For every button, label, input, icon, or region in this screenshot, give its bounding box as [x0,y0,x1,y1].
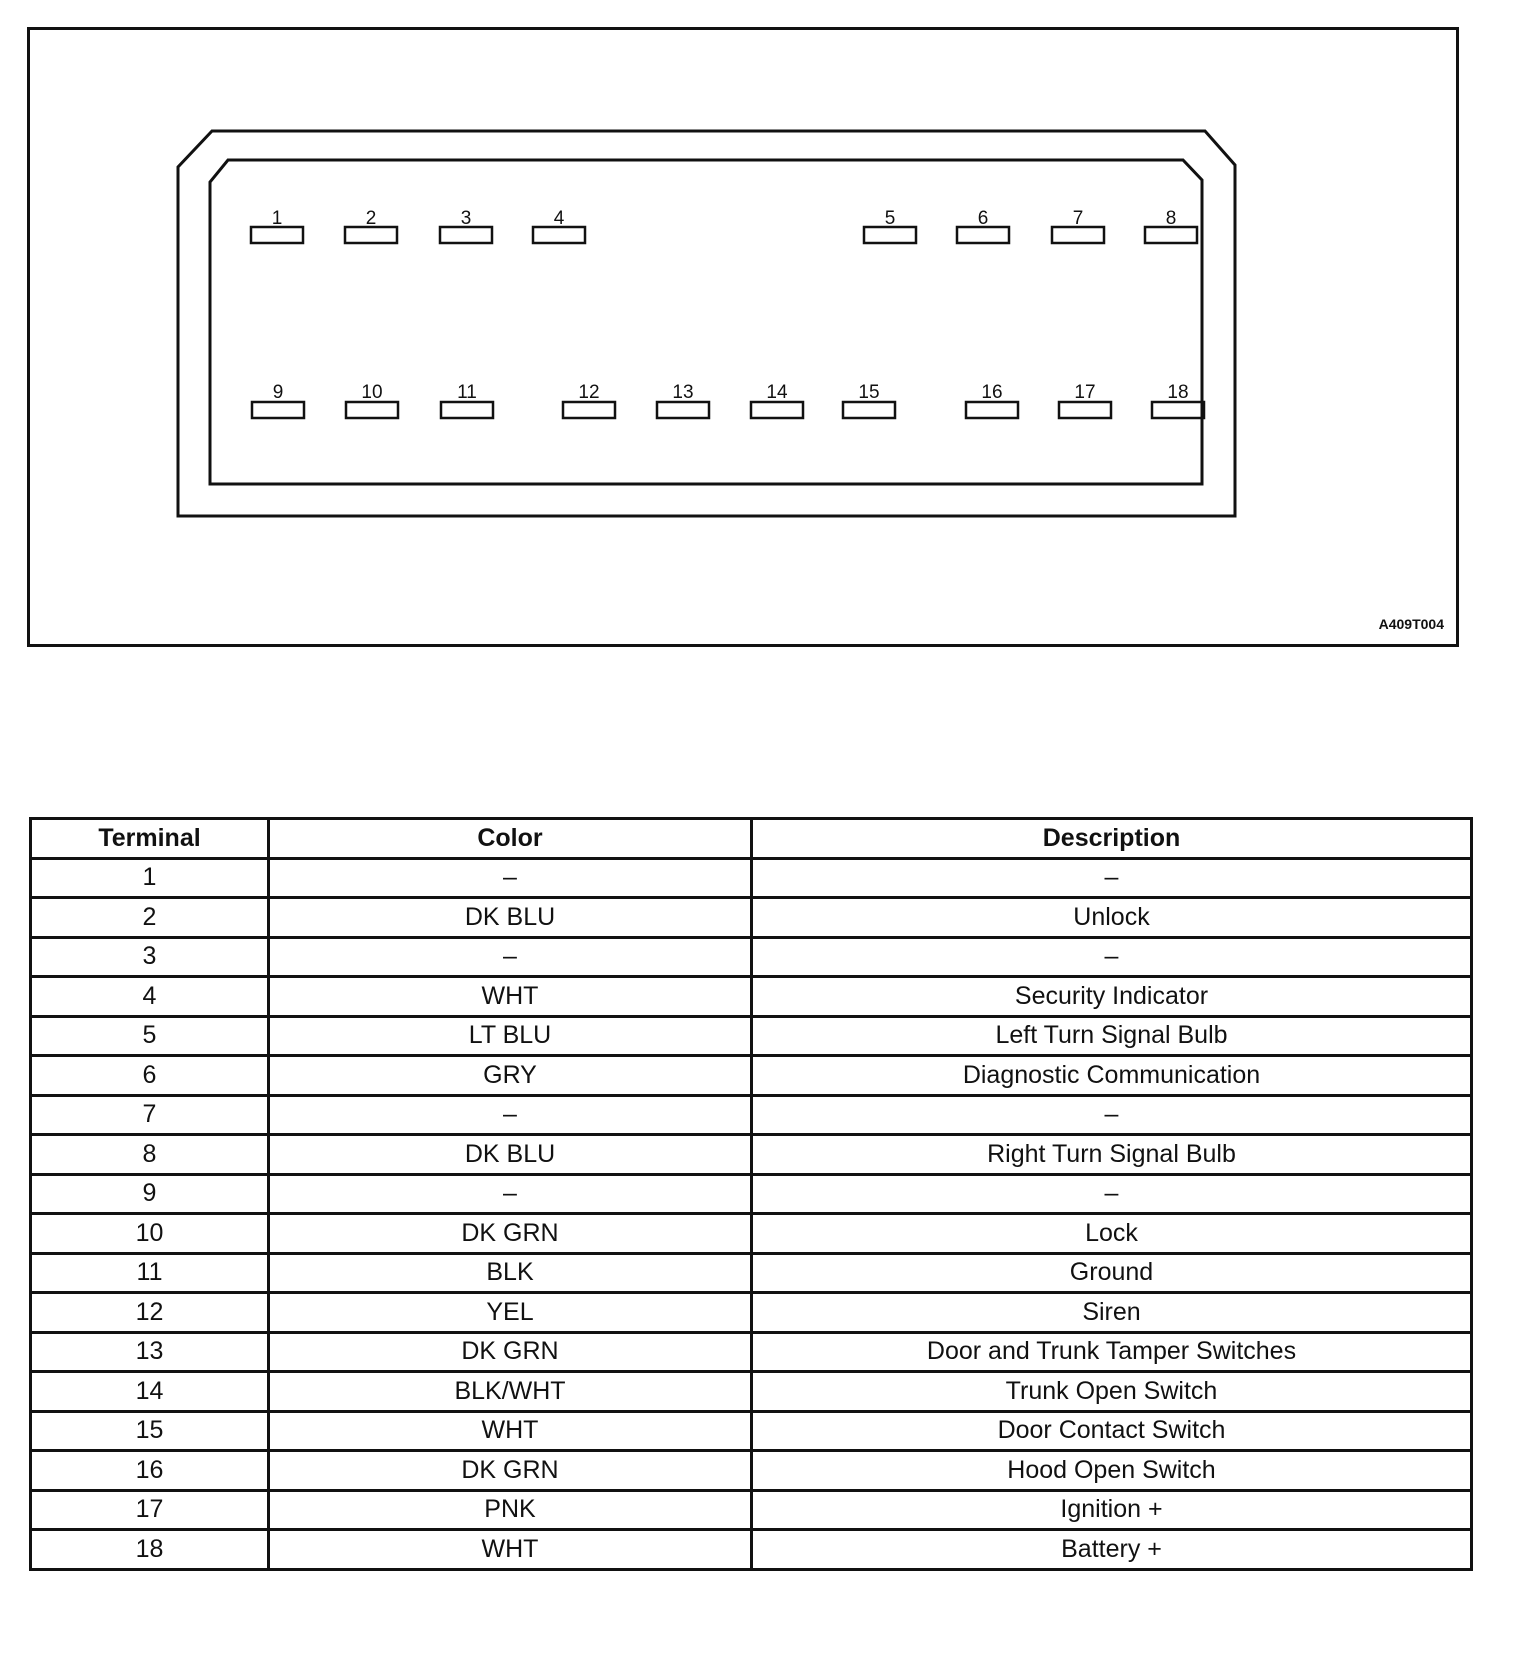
color-cell: – [269,937,752,977]
terminal-cell: 12 [31,1293,269,1333]
connector-outer-outline [178,131,1235,516]
pin-number-label: 9 [272,382,284,403]
connector-inner-outline [210,160,1202,484]
description-cell: – [752,858,1472,898]
pin-3 [440,208,492,243]
table-row [31,858,1472,898]
color-cell: LT BLU [269,1016,752,1056]
color-cell: – [269,1095,752,1135]
color-cell: WHT [269,1530,752,1570]
pin-13 [657,382,709,418]
terminal-cell: 7 [31,1095,269,1135]
color-cell: DK BLU [269,1135,752,1175]
terminal-cell: 17 [31,1490,269,1530]
table-row [31,898,1472,938]
table-row [31,1372,1472,1412]
pin-15 [843,382,895,418]
table-row [31,1451,1472,1491]
pin-number-label: 12 [578,382,600,403]
color-cell: WHT [269,1411,752,1451]
table-body [31,858,1472,1569]
table-row [31,1490,1472,1530]
table-row [31,1016,1472,1056]
terminal-cell: 3 [31,937,269,977]
terminal-cell: 10 [31,1214,269,1254]
color-cell: DK GRN [269,1332,752,1372]
pin-socket [346,402,398,418]
pin-number-label: 10 [361,382,383,403]
table-row [31,1095,1472,1135]
pin-socket [1152,402,1204,418]
description-cell: Diagnostic Communication [752,1056,1472,1096]
table-row [31,1253,1472,1293]
description-cell: Ignition + [752,1490,1472,1530]
table-row [31,1332,1472,1372]
description-cell: Siren [752,1293,1472,1333]
terminal-cell: 8 [31,1135,269,1175]
pin-socket [957,227,1009,243]
description-cell: – [752,1174,1472,1214]
pin-17 [1059,382,1111,418]
pin-number-label: 8 [1165,208,1177,229]
terminal-cell: 2 [31,898,269,938]
pin-8 [1145,208,1197,243]
pin-socket [966,402,1018,418]
pin-socket [864,227,916,243]
pin-number-label: 17 [1074,382,1096,403]
description-cell: Ground [752,1253,1472,1293]
pin-16 [966,382,1018,418]
pin-number-label: 4 [553,208,565,229]
pin-1 [251,208,303,243]
pin-18 [1152,382,1204,418]
pin-7 [1052,208,1104,243]
pin-number-label: 7 [1072,208,1084,229]
table-row [31,1214,1472,1254]
description-cell: Security Indicator [752,977,1472,1017]
pin-socket [251,227,303,243]
pin-4 [533,208,585,243]
pin-2 [345,208,397,243]
pin-socket [1059,402,1111,418]
pin-number-label: 11 [457,382,477,403]
pin-6 [957,208,1009,243]
table-row [31,937,1472,977]
figure-code-label: A409T004 [1378,616,1444,632]
color-cell: WHT [269,977,752,1017]
header-description: Description [752,819,1472,859]
terminal-cell: 15 [31,1411,269,1451]
pin-10 [346,382,398,418]
color-cell: PNK [269,1490,752,1530]
description-cell: Trunk Open Switch [752,1372,1472,1412]
pin-number-label: 6 [977,208,989,229]
terminal-cell: 1 [31,858,269,898]
connector-pins [251,208,1204,418]
pin-number-label: 5 [884,208,896,229]
table-row [31,1135,1472,1175]
color-cell: DK GRN [269,1214,752,1254]
table-row [31,1174,1472,1214]
pin-socket [252,402,304,418]
pin-11 [441,382,493,418]
pin-12 [563,382,615,418]
pin-number-label: 1 [271,208,283,229]
pin-number-label: 16 [981,382,1003,403]
terminal-cell: 9 [31,1174,269,1214]
pin-socket [563,402,615,418]
pin-socket [440,227,492,243]
terminal-cell: 11 [31,1253,269,1293]
terminal-cell: 16 [31,1451,269,1491]
pin-socket [657,402,709,418]
color-cell: GRY [269,1056,752,1096]
color-cell: YEL [269,1293,752,1333]
pin-socket [345,227,397,243]
pin-9 [252,382,304,418]
table-row [31,1411,1472,1451]
pin-number-label: 18 [1167,382,1189,403]
color-cell: DK BLU [269,898,752,938]
description-cell: Door Contact Switch [752,1411,1472,1451]
color-cell: DK GRN [269,1451,752,1491]
pin-number-label: 3 [460,208,472,229]
description-cell: Lock [752,1214,1472,1254]
color-cell: BLK/WHT [269,1372,752,1412]
pin-socket [533,227,585,243]
pin-socket [441,402,493,418]
description-cell: Door and Trunk Tamper Switches [752,1332,1472,1372]
pin-number-label: 14 [766,382,788,403]
description-cell: Right Turn Signal Bulb [752,1135,1472,1175]
pin-socket [843,402,895,418]
terminal-cell: 13 [31,1332,269,1372]
pin-5 [864,208,916,243]
pin-socket [1052,227,1104,243]
table-row [31,1530,1472,1570]
pin-14 [751,382,803,418]
table-header-row [31,819,1472,859]
pin-number-label: 13 [672,382,694,403]
terminal-cell: 4 [31,977,269,1017]
description-cell: – [752,1095,1472,1135]
color-cell: – [269,1174,752,1214]
color-cell: BLK [269,1253,752,1293]
description-cell: Hood Open Switch [752,1451,1472,1491]
terminal-cell: 14 [31,1372,269,1412]
table-row [31,1056,1472,1096]
terminal-cell: 6 [31,1056,269,1096]
table-row [31,977,1472,1017]
header-color: Color [269,819,752,859]
terminal-cell: 18 [31,1530,269,1570]
description-cell: Battery + [752,1530,1472,1570]
description-cell: Left Turn Signal Bulb [752,1016,1472,1056]
pin-socket [751,402,803,418]
pin-number-label: 2 [365,208,377,229]
terminal-cell: 5 [31,1016,269,1056]
header-terminal: Terminal [31,819,269,859]
pin-number-label: 15 [858,382,880,403]
table-row [31,1293,1472,1333]
terminal-table [29,817,1473,1571]
description-cell: Unlock [752,898,1472,938]
description-cell: – [752,937,1472,977]
pin-socket [1145,227,1197,243]
connector-face-drawing [30,30,1456,644]
color-cell: – [269,858,752,898]
connector-diagram-panel [27,27,1459,647]
